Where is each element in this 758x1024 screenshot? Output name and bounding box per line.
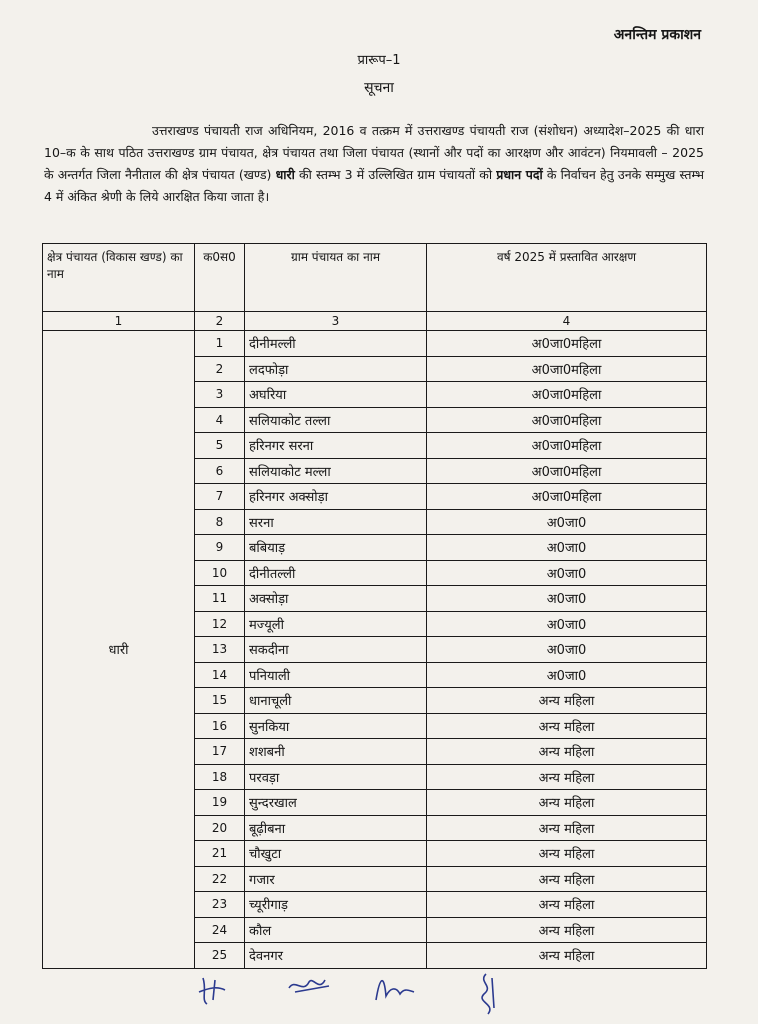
village-cell: चौखुटा xyxy=(245,841,427,867)
reservation-cell: अन्य महिला xyxy=(427,739,707,765)
reservation-cell: अ0जा0 xyxy=(427,586,707,612)
serial-cell: 22 xyxy=(195,866,245,892)
village-cell: कौल xyxy=(245,917,427,943)
village-cell: अक्सोड़ा xyxy=(245,586,427,612)
block-name-bold: धारी xyxy=(275,167,295,182)
reservation-cell: अन्य महिला xyxy=(427,790,707,816)
reservation-cell: अ0जा0 xyxy=(427,611,707,637)
reservation-cell: अन्य महिला xyxy=(427,688,707,714)
serial-cell: 9 xyxy=(195,535,245,561)
village-cell: सकदीना xyxy=(245,637,427,663)
serial-cell: 16 xyxy=(195,713,245,739)
reservation-cell: अ0जा0महिला xyxy=(427,484,707,510)
post-name-bold: प्रधान पदों xyxy=(496,167,543,182)
serial-cell: 4 xyxy=(195,407,245,433)
serial-cell: 5 xyxy=(195,433,245,459)
village-cell: सलियाकोट मल्ला xyxy=(245,458,427,484)
table-header-row xyxy=(43,244,707,312)
serial-cell: 6 xyxy=(195,458,245,484)
reservation-cell: अ0जा0 xyxy=(427,509,707,535)
reservation-cell: अ0जा0महिला xyxy=(427,331,707,357)
serial-cell: 8 xyxy=(195,509,245,535)
col-number: 1 xyxy=(43,312,195,331)
serial-cell: 10 xyxy=(195,560,245,586)
serial-cell: 17 xyxy=(195,739,245,765)
header-village: ग्राम पंचायत का नाम xyxy=(245,244,427,312)
reservation-cell: अ0जा0 xyxy=(427,637,707,663)
table-body xyxy=(43,331,707,969)
village-cell: पनियाली xyxy=(245,662,427,688)
village-cell: हरिनगर अक्सोड़ा xyxy=(245,484,427,510)
column-number-row xyxy=(43,312,707,331)
reservation-cell: अ0जा0महिला xyxy=(427,433,707,459)
serial-cell: 18 xyxy=(195,764,245,790)
serial-cell: 21 xyxy=(195,841,245,867)
village-cell: बबियाड़ xyxy=(245,535,427,561)
village-cell: सुन्दरखाल xyxy=(245,790,427,816)
table-row xyxy=(43,331,707,357)
serial-cell: 12 xyxy=(195,611,245,637)
reservation-cell: अ0जा0 xyxy=(427,662,707,688)
reservation-cell: अन्य महिला xyxy=(427,713,707,739)
serial-cell: 15 xyxy=(195,688,245,714)
serial-cell: 24 xyxy=(195,917,245,943)
reservation-cell: अन्य महिला xyxy=(427,841,707,867)
reservation-cell: अन्य महिला xyxy=(427,815,707,841)
village-cell: परवड़ा xyxy=(245,764,427,790)
village-cell: सरना xyxy=(245,509,427,535)
village-cell: सलियाकोट तल्ला xyxy=(245,407,427,433)
reservation-cell: अ0जा0 xyxy=(427,535,707,561)
village-cell: शशबनी xyxy=(245,739,427,765)
reservation-cell: अ0जा0महिला xyxy=(427,407,707,433)
signature-4 xyxy=(470,968,510,1020)
serial-cell: 3 xyxy=(195,382,245,408)
village-cell: गजार xyxy=(245,866,427,892)
reservation-cell: अन्य महिला xyxy=(427,943,707,969)
notice-title: सूचना xyxy=(364,80,394,96)
reservation-cell: अ0जा0महिला xyxy=(427,382,707,408)
signature-2 xyxy=(285,970,335,1000)
village-cell: अघरिया xyxy=(245,382,427,408)
header-block: क्षेत्र पंचायत (विकास खण्ड) का नाम xyxy=(43,244,195,312)
reservation-cell: अन्य महिला xyxy=(427,892,707,918)
village-cell: हरिनगर सरना xyxy=(245,433,427,459)
signature-3 xyxy=(370,970,420,1010)
block-name-cell: धारी xyxy=(43,331,195,969)
village-cell: दीनीतल्ली xyxy=(245,560,427,586)
serial-cell: 1 xyxy=(195,331,245,357)
col-number: 4 xyxy=(427,312,707,331)
serial-cell: 11 xyxy=(195,586,245,612)
village-cell: मज्यूली xyxy=(245,611,427,637)
reservation-cell: अ0जा0 xyxy=(427,560,707,586)
serial-cell: 20 xyxy=(195,815,245,841)
reservation-cell: अन्य महिला xyxy=(427,764,707,790)
village-cell: सुनकिया xyxy=(245,713,427,739)
serial-cell: 7 xyxy=(195,484,245,510)
reservation-cell: अ0जा0महिला xyxy=(427,458,707,484)
village-cell: दीनीमल्ली xyxy=(245,331,427,357)
serial-cell: 23 xyxy=(195,892,245,918)
notice-paragraph: उत्तराखण्ड पंचायती राज अधिनियम, 2016 व तत्क्रम में उत्तराखण्ड पंचायती राज (संशोधन) अध्यादेश–2025 की धारा 10–क के साथ पठित उत्तराखण्ड ग्राम पंचायत, क्षेत्र पंचायत तथा जिला पंचायत (स्थानों और पदों का आरक्षण और आवंटन) नियमावली – 2025 के अन्तर्गत जिला नैनीताल की क्षेत्र पंचायत (खण्ड) धारी की स्तम्भ 3 में उल्लिखित ग्राम पंचायतों को प्रधान पदों के निर्वाचन हेतु उनके सम्मुख स्तम्भ 4 में अंकित श्रेणी के लिये आरक्षित किया जाता है। xyxy=(44,123,704,204)
village-cell: देवनगर xyxy=(245,943,427,969)
reservation-cell: अन्य महिला xyxy=(427,917,707,943)
reservation-table xyxy=(42,243,707,969)
serial-cell: 14 xyxy=(195,662,245,688)
serial-cell: 2 xyxy=(195,356,245,382)
signature-1 xyxy=(195,970,235,1010)
header-reservation: वर्ष 2025 में प्रस्तावित आरक्षण xyxy=(427,244,707,312)
serial-cell: 19 xyxy=(195,790,245,816)
form-number: प्रारूप–1 xyxy=(357,53,401,68)
village-cell: च्यूरीगाड़ xyxy=(245,892,427,918)
provisional-publication-label: अनन्तिम प्रकाशन xyxy=(613,27,701,43)
village-cell: धानाचूली xyxy=(245,688,427,714)
col-number: 3 xyxy=(245,312,427,331)
reservation-cell: अ0जा0महिला xyxy=(427,356,707,382)
serial-cell: 13 xyxy=(195,637,245,663)
header-serial: क0स0 xyxy=(195,244,245,312)
reservation-cell: अन्य महिला xyxy=(427,866,707,892)
village-cell: बूढ़ीबना xyxy=(245,815,427,841)
village-cell: लदफोड़ा xyxy=(245,356,427,382)
col-number: 2 xyxy=(195,312,245,331)
serial-cell: 25 xyxy=(195,943,245,969)
